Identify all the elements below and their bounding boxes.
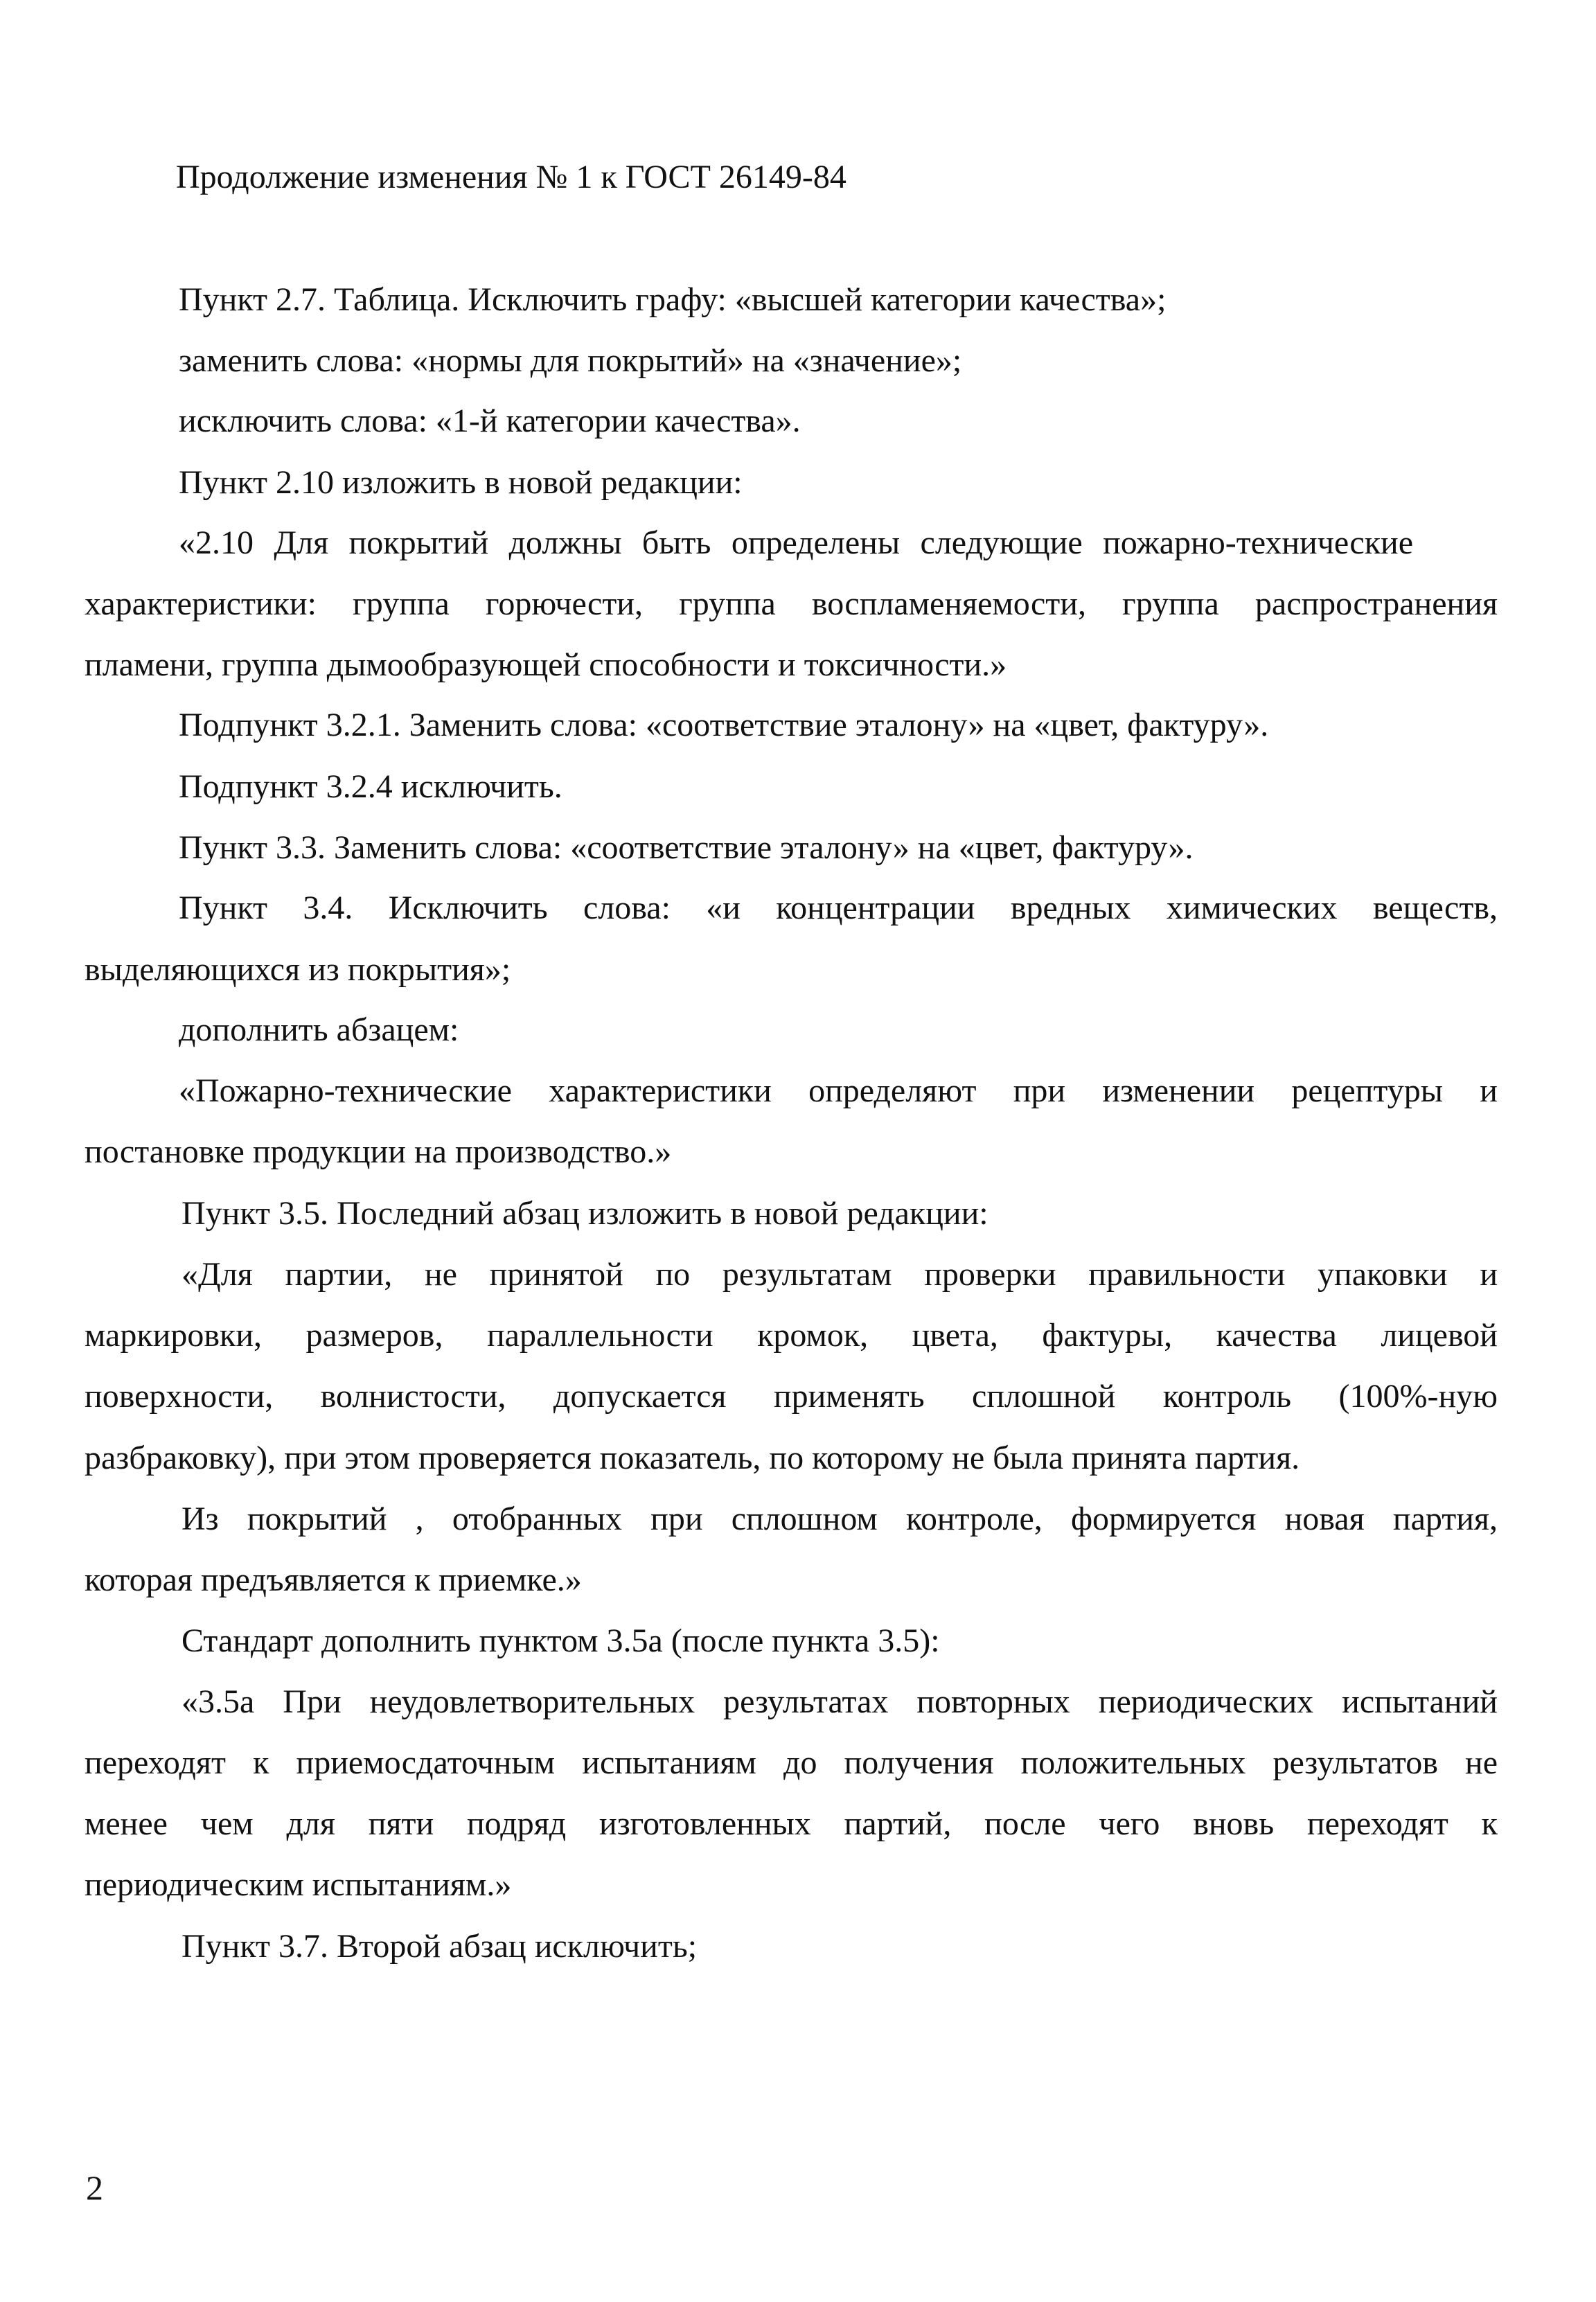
text-line: «Для партии, не принятой по результатам проверки правильности упаковки и xyxy=(181,1256,1498,1293)
text-line: разбраковку), при этом проверяется показатель, по которому не была принята партия. xyxy=(85,1440,1300,1476)
text-line: Из покрытий , отобранных при сплошном контроле, формируется новая партия, xyxy=(181,1500,1498,1537)
text-line: «2.10 Для покрытий должны быть определены следующие пожарно-технические xyxy=(179,524,1413,561)
text-line: заменить слова: «нормы для покрытий» на «значение»; xyxy=(179,342,962,379)
text-line: пламени, группа дымообразующей способности и токсичности.» xyxy=(85,646,1007,683)
text-line: маркировки, размеров, параллельности кромок, цвета, фактуры, качества лицевой xyxy=(85,1317,1498,1354)
text-line: характеристики: группа горючести, группа воспламеняемости, группа распространения xyxy=(85,585,1498,622)
text-line: Стандарт дополнить пунктом 3.5а (после пункта 3.5): xyxy=(181,1622,940,1659)
text-line: переходят к приемосдаточным испытаниям до получения положительных результатов не xyxy=(85,1744,1498,1781)
text-line: Пункт 3.3. Заменить слова: «соответствие эталону» на «цвет, фактуру». xyxy=(179,829,1194,866)
text-line: которая предъявляется к приемке.» xyxy=(85,1561,582,1598)
text-line: Подпункт 3.2.1. Заменить слова: «соответствие эталону» на «цвет, фактуру». xyxy=(179,707,1269,743)
text-line: периодическим испытаниям.» xyxy=(85,1866,512,1903)
text-line: Пункт 3.5. Последний абзац изложить в новой редакции: xyxy=(181,1195,988,1232)
document-header: Продолжение изменения № 1 к ГОСТ 26149-84 xyxy=(176,159,846,195)
text-line: постановке продукции на производство.» xyxy=(85,1133,672,1170)
text-line: менее чем для пяти подряд изготовленных партий, после чего вновь переходят к xyxy=(85,1805,1498,1842)
text-line: выделяющихся из покрытия»; xyxy=(85,951,511,988)
text-line: Пункт 3.4. Исключить слова: «и концентрации вредных химических веществ, xyxy=(179,889,1498,926)
text-line: Пункт 2.7. Таблица. Исключить графу: «высшей категории качества»; xyxy=(179,281,1167,318)
text-line: Пункт 2.10 изложить в новой редакции: xyxy=(179,464,743,501)
text-line: Подпункт 3.2.4 исключить. xyxy=(179,768,562,805)
text-line: поверхности, волнистости, допускается применять сплошной контроль (100%-ную xyxy=(85,1378,1498,1415)
text-line: «Пожарно-технические характеристики определяют при изменении рецептуры и xyxy=(179,1072,1498,1109)
text-line: исключить слова: «1-й категории качества». xyxy=(179,402,801,439)
page-number: 2 xyxy=(86,2168,103,2207)
text-line: «3.5а При неудовлетворительных результатах повторных периодических испытаний xyxy=(181,1683,1498,1720)
text-line: Пункт 3.7. Второй абзац исключить; xyxy=(181,1928,698,1965)
text-line: дополнить абзацем: xyxy=(179,1011,459,1048)
